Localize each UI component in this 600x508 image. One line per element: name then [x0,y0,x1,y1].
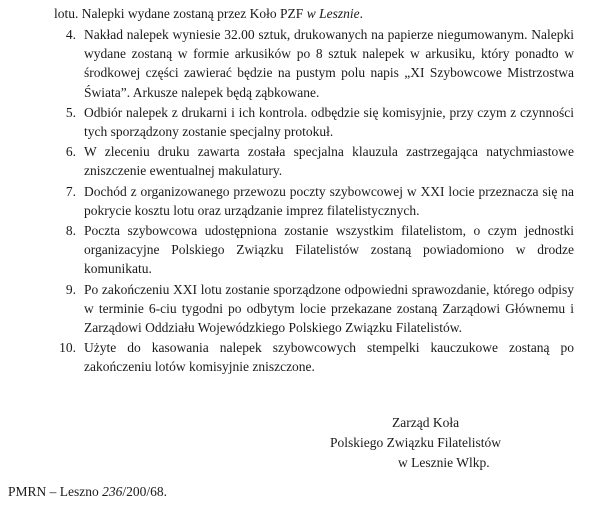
list-item [54,25,574,102]
clause-text: Poczta szybowcowa udostępniona zostanie wszystkim filatelistom, o czym jednostki organizacyjne Polskiego Związku Filatelistów zostaną powiadomiono w drodze komunikatu. [84,223,574,277]
clause-number: 5. [65,104,76,120]
document-body [54,4,574,378]
clause-list [54,25,574,377]
clause-text: Nakład nalepek wyniesie 32.00 sztuk, drukowanych na papierze niegumowanym. Nalepki wydane zostaną w formie arkusików po 8 sztuk nalepek w arkusiku, który ponadto w środkowej części zawierać będzie na pustym polu napis „XI Szybowcowe Mistrzostwa Świata”. Arkusze nalepek będą ząbkowane. [84,27,574,100]
signature-line-1: Zarząd Koła [392,415,460,430]
list-item [54,338,574,376]
footer-number: 236 [102,484,123,499]
signature-block [330,413,580,473]
signature-line-2: Polskiego Związku Filatelistów [330,435,501,450]
list-item [54,103,574,141]
clause-text: Po zakończeniu XXI lotu zostanie sporządzone odpowiedni sprawozdanie, którego odpisy w terminie 6-ciu tygodni po odbytym locie przekazane zostaną Zarządowi Głównemu i Zarządowi Oddziału Wojewódzkiego Polskiego Związku Filatelistów. [84,281,574,336]
clause-text: Użyte do kasowania nalepek szybowcowych stempelki kauczukowe zostaną po zakończeniu lotów komisyjnie zniszczone. [84,340,574,375]
lead-line-post: . [359,6,363,21]
clause-text: Odbiór nalepek z drukarni i ich kontrola. odbędzie się komisyjnie, przy czym z czynności tych sporządzony zostanie specjalny protokuł. [84,104,574,140]
footer-reference [8,483,167,501]
lead-line-italic: w Lesznie [306,6,360,21]
list-item [54,182,574,220]
list-item [54,221,574,279]
clause-number: 8. [65,223,76,239]
list-item [54,142,574,180]
signature-line-3: w Lesznie Wlkp. [398,455,490,470]
clause-number: 7. [65,183,76,199]
clause-text: W zleceniu druku zawarta została specjalna klauzula zastrzegająca natychmiastowe zniszczenie ewentualnej makulatury. [84,144,574,179]
lead-line-pre: lotu. Nalepki wydane zostaną przez Koło PZF [54,6,307,21]
list-item [54,280,574,338]
clause-number: 10. [59,340,76,356]
footer-pre: PMRN – Leszno [8,484,103,499]
clause-number: 6. [65,144,76,160]
lead-line [54,4,574,23]
clause-number: 9. [65,281,76,297]
clause-number: 4. [65,27,76,42]
clause-text: Dochód z organizowanego przewozu poczty szybowcowej w XXI locie przeznacza się na pokrycie kosztu lotu oraz urządzanie imprez filatelistycznych. [84,183,574,218]
footer-post: /200/68. [122,484,168,499]
